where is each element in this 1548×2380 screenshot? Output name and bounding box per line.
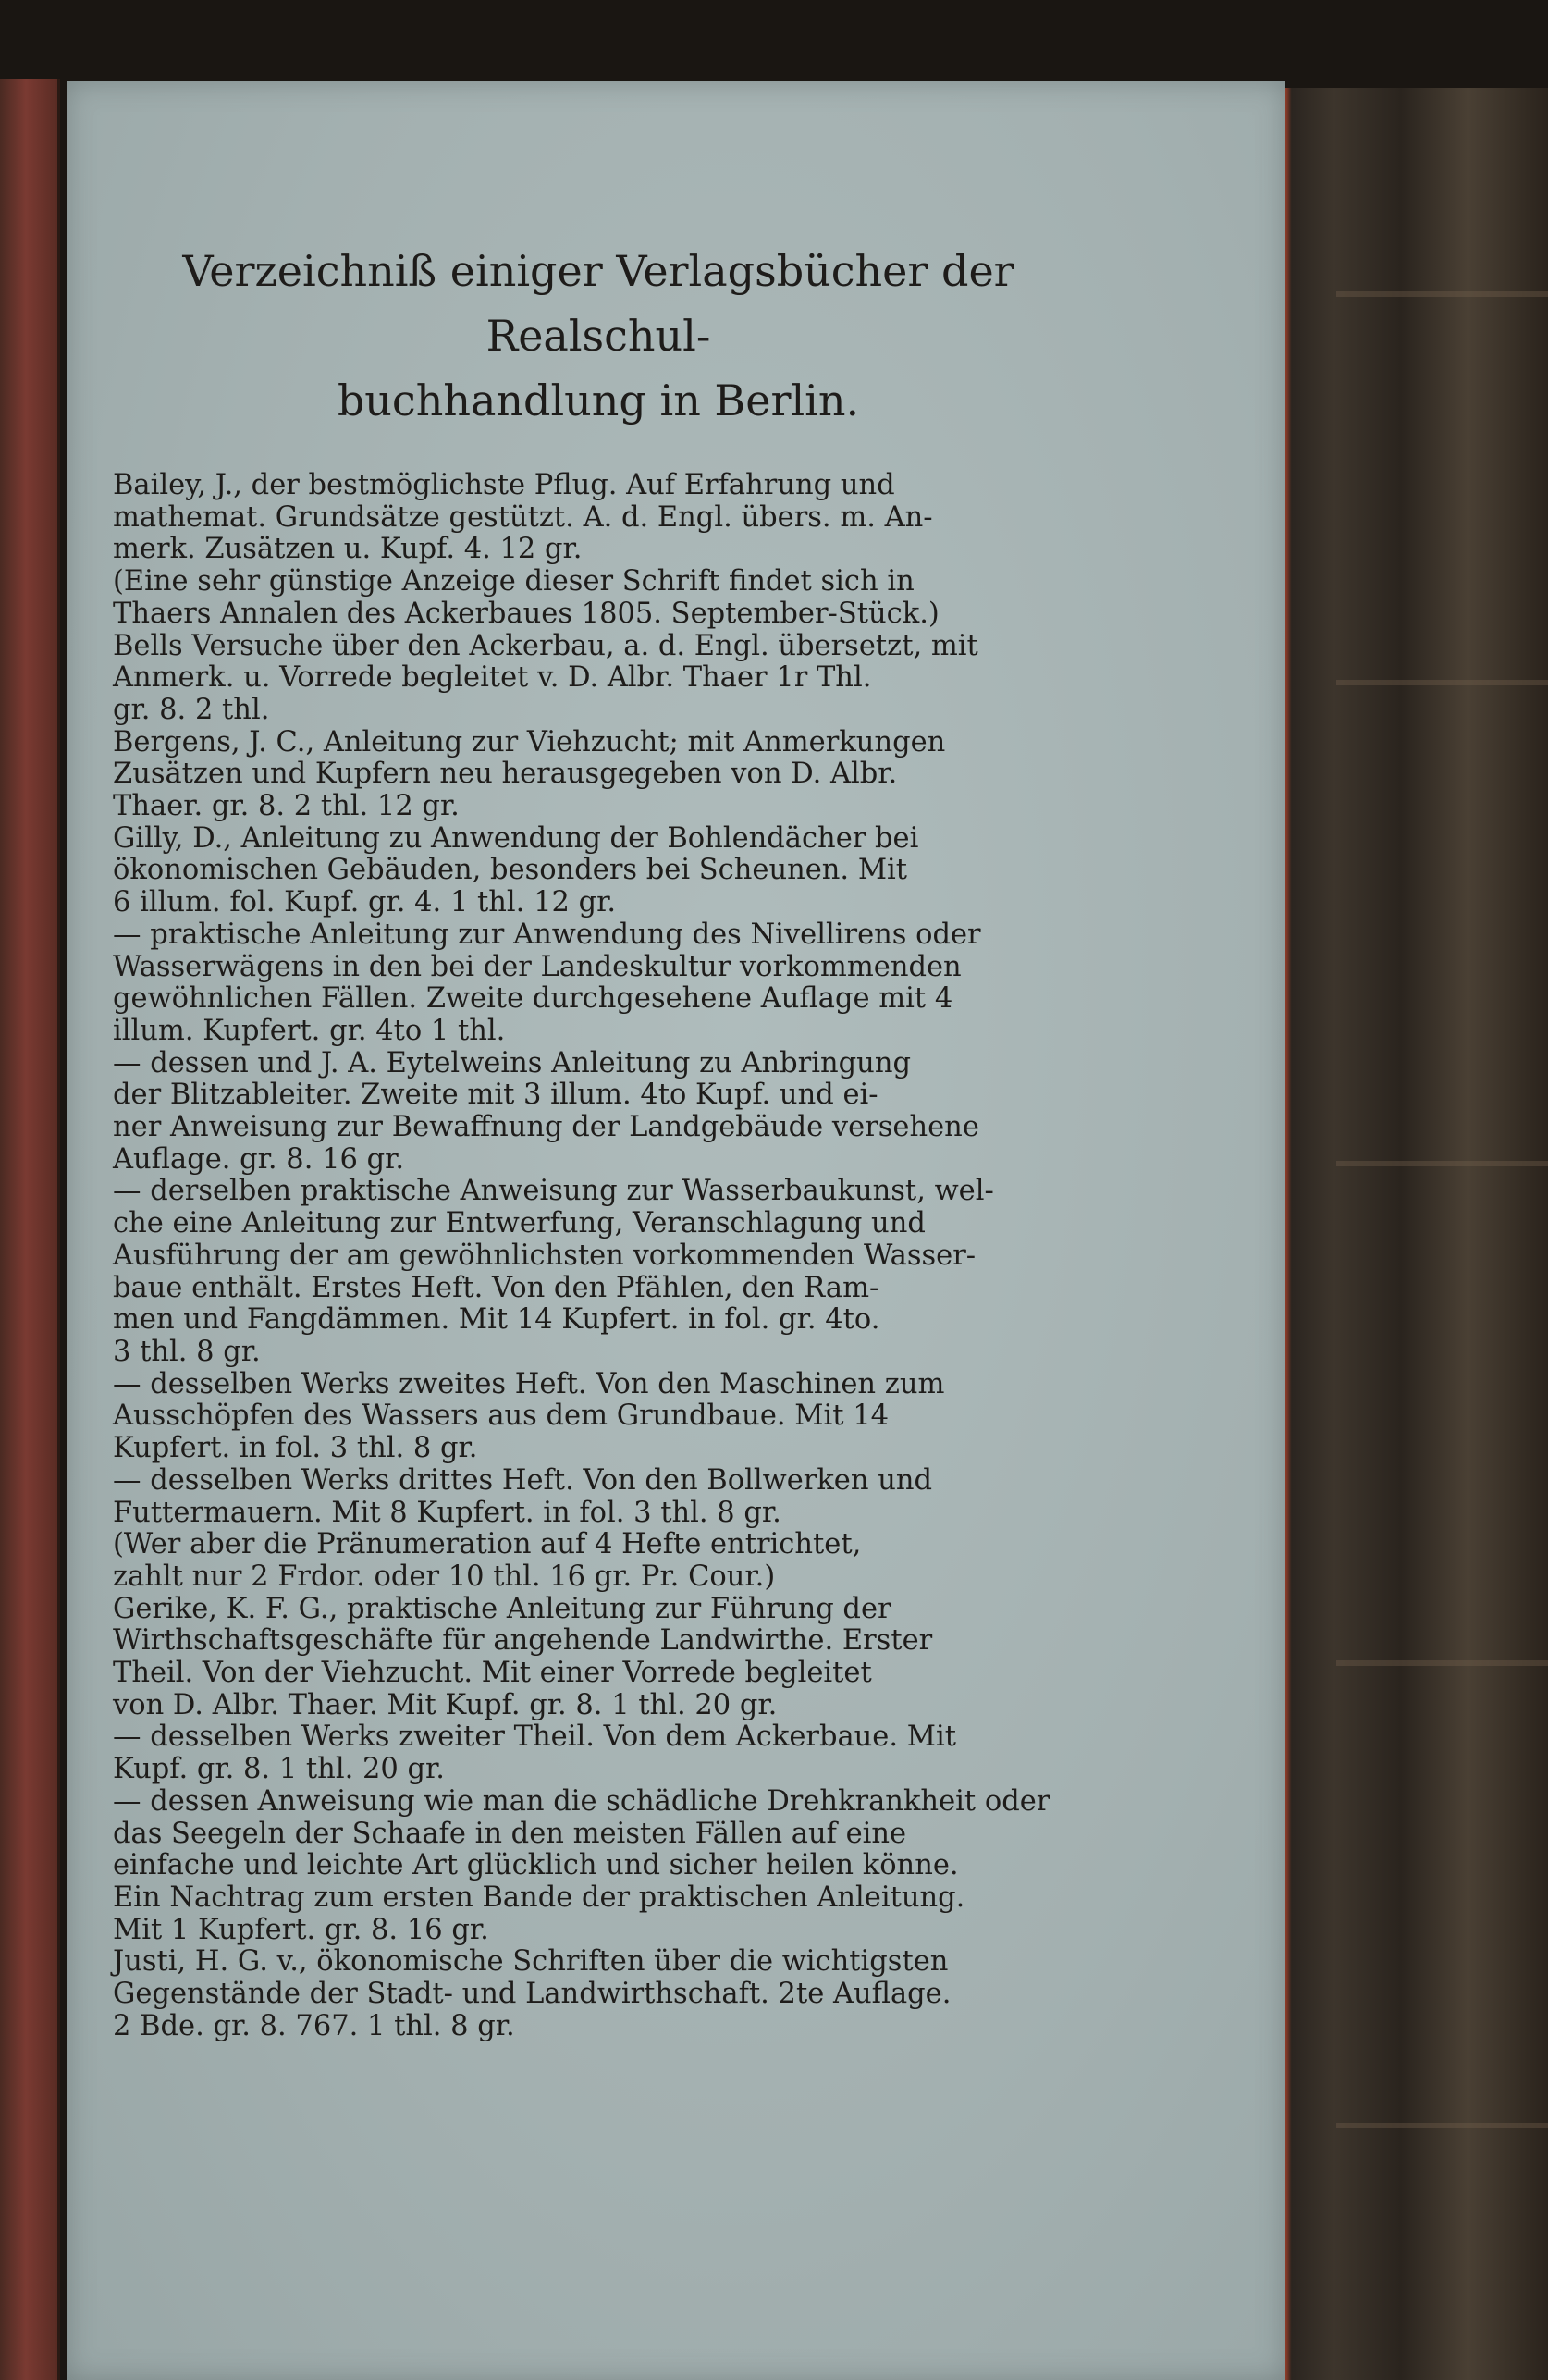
catalog-entry (113, 1786, 1084, 1947)
entry-line: Thaers Annalen des Ackerbaues 1805. September-Stück.) (113, 597, 940, 630)
entry-line: Justi, H. G. v., ökonomische Schriften über die wichtigsten (113, 1945, 949, 1979)
entry-line: das Seegeln der Schaafe in den meisten Fällen auf eine (113, 1817, 907, 1850)
entry-line: Mit 1 Kupfert. gr. 8. 16 gr. (113, 1913, 489, 1946)
entry-line: einfache und leichte Art glücklich und sicher heilen könne. (113, 1849, 959, 1882)
entry-line: gr. 8. 2 thl. (113, 693, 270, 726)
catalog-list (113, 470, 1084, 2042)
entry-line: (Wer aber die Pränumeration auf 4 Hefte entrichtet, (113, 1528, 862, 1561)
catalog-entry (113, 919, 1084, 1048)
catalog-entry (113, 1176, 1084, 1368)
catalog-entry (113, 1946, 1084, 2042)
entry-line: Ein Nachtrag zum ersten Bande der praktischen Anleitung. (113, 1881, 965, 1914)
entry-line: Gerike, K. F. G., praktische Anleitung zur Führung der (113, 1592, 891, 1625)
catalog-entry (113, 727, 1084, 823)
catalog-entry (113, 631, 1084, 727)
entry-line: ner Anweisung zur Bewaffnung der Landgebäude versehene (113, 1111, 979, 1144)
entry-line: Kupf. gr. 8. 1 thl. 20 gr. (113, 1753, 445, 1786)
entry-line: Thaer. gr. 8. 2 thl. 12 gr. (113, 790, 460, 823)
catalog-entry (113, 1465, 1084, 1594)
entry-line: Anmerk. u. Vorrede begleitet v. D. Albr. Thaer 1r Thl. (113, 661, 872, 695)
page-content (113, 239, 1084, 2042)
entry-line: zahlt nur 2 Frdor. oder 10 thl. 16 gr. Pr. Cour.) (113, 1560, 776, 1593)
entry-line: — desselben Werks zweites Heft. Von den Maschinen zum (113, 1367, 945, 1400)
entry-line: Futtermauern. Mit 8 Kupfert. in fol. 3 thl. 8 gr. (113, 1496, 781, 1529)
entry-line: (Eine sehr günstige Anzeige dieser Schrift findet sich in (113, 565, 915, 598)
entry-line: — desselben Werks drittes Heft. Von den Bollwerken und (113, 1463, 933, 1497)
entry-line: gewöhnlichen Fällen. Zweite durchgesehene Auflage mit 4 (113, 982, 953, 1016)
entry-line: illum. Kupfert. gr. 4to 1 thl. (113, 1014, 506, 1047)
entry-line: mathemat. Grundsätze gestützt. A. d. Engl. übers. m. An- (113, 500, 933, 534)
entry-line: — praktische Anleitung zur Anwendung des Nivellirens oder (113, 918, 981, 951)
entry-line: Bergens, J. C., Anleitung zur Viehzucht; mit Anmerkungen (113, 725, 946, 758)
catalog-entry (113, 470, 1084, 631)
entry-line: 2 Bde. gr. 8. 767. 1 thl. 8 gr. (113, 2009, 515, 2042)
entry-line: Bailey, J., der bestmöglichste Pflug. Auf Erfahrung und (113, 469, 895, 501)
entry-line: che eine Anleitung zur Entwerfung, Veranschlagung und (113, 1207, 926, 1240)
book-page (67, 81, 1285, 2380)
entry-line: Theil. Von der Viehzucht. Mit einer Vorrede begleitet (113, 1657, 872, 1690)
title-line: Verzeichniß einiger Verlagsbücher der Realschul- (182, 246, 1014, 361)
page-title (113, 239, 1084, 433)
book-spine (1281, 88, 1548, 2380)
entry-line: Gegenstände der Stadt- und Landwirthschaft. 2te Auflage. (113, 1978, 952, 2011)
entry-line: 6 illum. fol. Kupf. gr. 4. 1 thl. 12 gr. (113, 886, 617, 919)
catalog-entry (113, 1594, 1084, 1722)
catalog-entry (113, 1721, 1084, 1785)
entry-line: — dessen Anweisung wie man die schädliche Drehkrankheit oder (113, 1784, 1050, 1818)
entry-line: Bells Versuche über den Ackerbau, a. d. Engl. übersetzt, mit (113, 629, 978, 662)
entry-line: merk. Zusätzen u. Kupf. 4. 12 gr. (113, 533, 583, 566)
entry-line: — desselben Werks zweiter Theil. Von dem Ackerbaue. Mit (113, 1720, 956, 1754)
entry-line: der Blitzableiter. Zweite mit 3 illum. 4to Kupf. und ei- (113, 1079, 878, 1112)
catalog-entry (113, 823, 1084, 919)
book-cover-left (0, 79, 60, 2380)
entry-line: Wirthschaftsgeschäfte für angehende Landwirthe. Erster (113, 1624, 933, 1658)
entry-line: ökonomischen Gebäuden, besonders bei Scheunen. Mit (113, 854, 908, 887)
entry-line: von D. Albr. Thaer. Mit Kupf. gr. 8. 1 thl. 20 gr. (113, 1688, 778, 1721)
catalog-entry (113, 1369, 1084, 1465)
entry-line: Zusätzen und Kupfern neu herausgegeben von D. Albr. (113, 758, 898, 791)
entry-line: men und Fangdämmen. Mit 14 Kupfert. in fol. gr. 4to. (113, 1303, 880, 1337)
title-line: buchhandlung in Berlin. (337, 376, 860, 425)
entry-line: 3 thl. 8 gr. (113, 1335, 261, 1368)
entry-line: Wasserwägens in den bei der Landeskultur vorkommenden (113, 950, 962, 983)
entry-line: Ausführung der am gewöhnlichsten vorkommenden Wasser- (113, 1239, 977, 1272)
entry-line: baue enthält. Erstes Heft. Von den Pfählen, den Ram- (113, 1271, 879, 1304)
entry-line: — dessen und J. A. Eytelweins Anleitung zu Anbringung (113, 1046, 911, 1079)
entry-line: Ausschöpfen des Wassers aus dem Grundbaue. Mit 14 (113, 1400, 890, 1433)
entry-line: Kupfert. in fol. 3 thl. 8 gr. (113, 1432, 478, 1465)
entry-line: Gilly, D., Anleitung zu Anwendung der Bohlendächer bei (113, 821, 919, 855)
catalog-entry (113, 1048, 1084, 1177)
entry-line: Auflage. gr. 8. 16 gr. (113, 1142, 405, 1176)
entry-line: — derselben praktische Anweisung zur Wasserbaukunst, wel- (113, 1175, 994, 1208)
